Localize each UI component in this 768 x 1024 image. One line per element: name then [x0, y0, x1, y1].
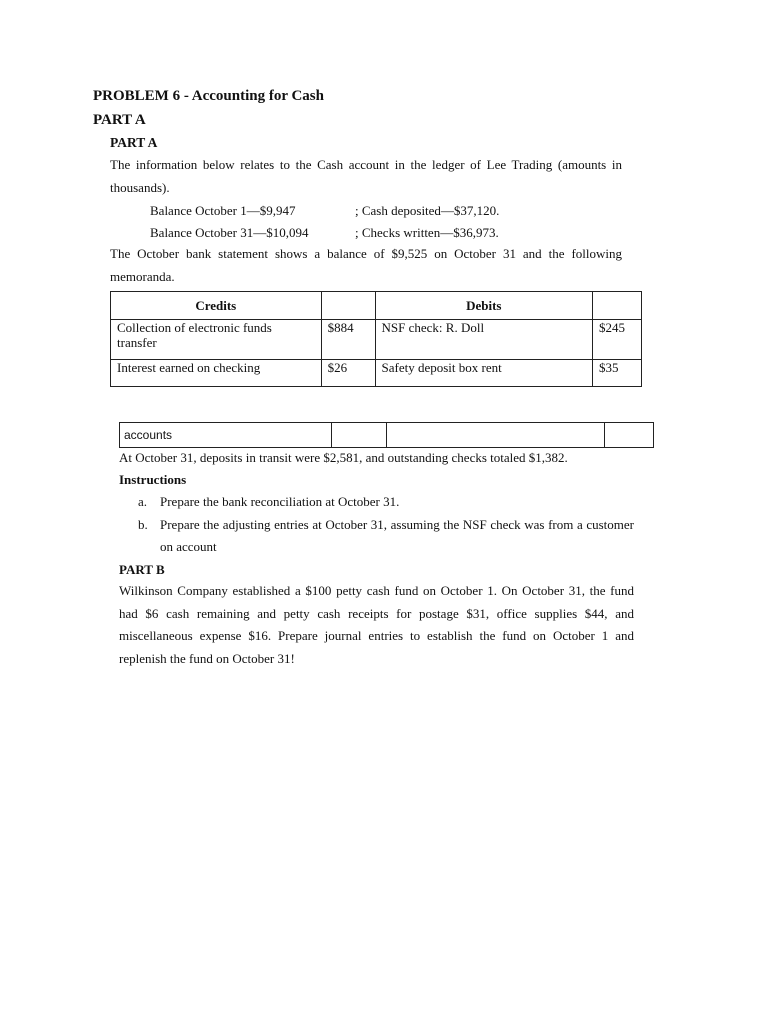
list-marker: b. — [138, 517, 148, 532]
problem-title: PROBLEM 6 - Accounting for Cash — [93, 88, 324, 104]
balance-line-2 — [150, 222, 570, 244]
balance-line-1 — [150, 200, 570, 222]
credit-description: Interest earned on checking — [111, 360, 322, 387]
debit-amount: $245 — [593, 320, 642, 360]
credit-amount: $884 — [321, 320, 375, 360]
balance-oct-1: Balance October 1—$9,947 — [150, 203, 296, 218]
balance-oct-31: Balance October 31—$10,094 — [150, 225, 309, 240]
deposits-in-transit-line: At October 31, deposits in transit were $2,581, and outstanding checks totaled $1,382. — [119, 450, 568, 465]
table-row — [111, 360, 642, 387]
credit-amount: $26 — [321, 360, 375, 387]
credits-header: Credits — [111, 292, 322, 320]
accounts-cell — [386, 423, 605, 448]
list-item — [138, 491, 634, 513]
checks-written: ; Checks written—$36,973. — [355, 225, 499, 240]
instruction-text: Prepare the adjusting entries at October 31, assuming the NSF check was from a customer on account — [160, 517, 634, 554]
memoranda-table — [110, 291, 642, 387]
table-row — [111, 320, 642, 360]
credit-description: Collection of electronic funds transfer — [111, 320, 322, 360]
cash-deposited: ; Cash deposited—$37,120. — [355, 203, 500, 218]
accounts-row — [120, 423, 654, 448]
bank-statement-paragraph: The October bank statement shows a balance of $9,525 on October 31 and the following memoranda. — [110, 246, 622, 284]
list-item — [138, 514, 634, 558]
instruction-text: Prepare the bank reconciliation at October 31. — [160, 494, 400, 509]
credits-amount-header — [321, 292, 375, 320]
intro-paragraph: The information below relates to the Cash account in the ledger of Lee Trading (amounts in thousands). — [110, 157, 622, 195]
debit-description: Safety deposit box rent — [375, 360, 593, 387]
debit-amount: $35 — [593, 360, 642, 387]
accounts-cell — [331, 423, 386, 448]
list-marker: a. — [138, 494, 148, 509]
instructions-heading: Instructions — [119, 472, 187, 487]
part-b-heading: PART B — [119, 562, 165, 577]
instructions-list — [138, 491, 634, 558]
debits-amount-header — [593, 292, 642, 320]
accounts-table — [119, 422, 654, 448]
part-b-paragraph: Wilkinson Company established a $100 petty cash fund on October 1. On October 31, the fund had $6 cash remaining and petty cash receipts for postage $31, office supplies $44, and miscellaneous expense $16. Prepare journal entries to establish the fund on October 1 and replenish the fund on October 31! — [119, 583, 634, 666]
part-a-heading: PART A — [93, 112, 146, 128]
accounts-label: accounts — [120, 423, 332, 448]
memoranda-header-row — [111, 292, 642, 320]
part-a-subheading: PART A — [110, 135, 158, 150]
accounts-cell — [605, 423, 654, 448]
debits-header: Debits — [375, 292, 593, 320]
debit-description: NSF check: R. Doll — [375, 320, 593, 360]
